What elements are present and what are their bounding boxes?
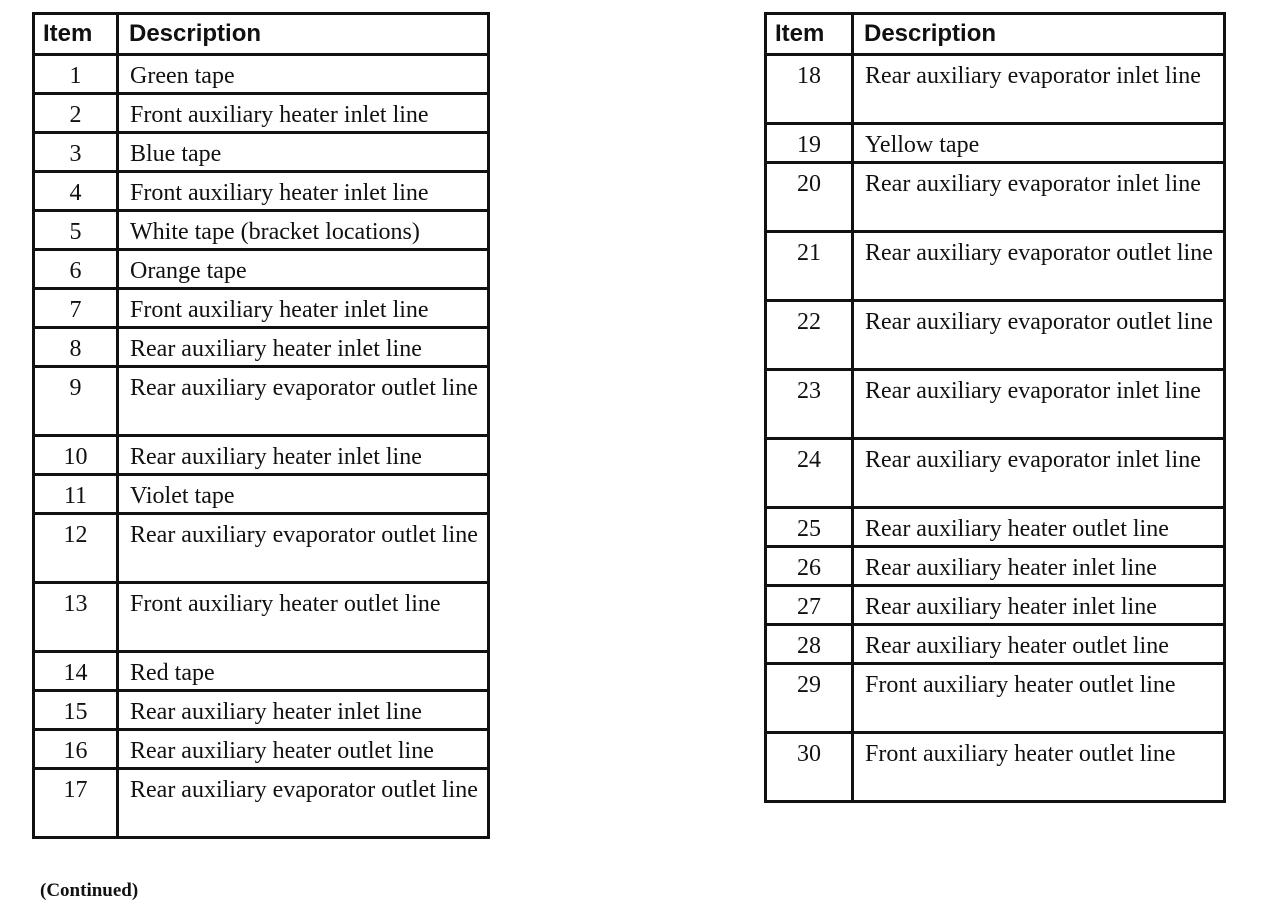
table-row (766, 301, 1225, 370)
item-number: 14 (34, 652, 118, 691)
item-description: Front auxiliary heater inlet line (118, 172, 489, 211)
item-description: Rear auxiliary heater inlet line (853, 586, 1225, 625)
table-row (766, 439, 1225, 508)
item-description: Red tape (118, 652, 489, 691)
table-row (34, 211, 489, 250)
item-description: Orange tape (118, 250, 489, 289)
item-number: 30 (766, 733, 853, 802)
table-row (34, 652, 489, 691)
item-description: Rear auxiliary heater inlet line (118, 691, 489, 730)
item-description: Front auxiliary heater outlet line (118, 583, 489, 652)
table-row (34, 250, 489, 289)
item-number: 18 (766, 55, 853, 124)
table-row (766, 733, 1225, 802)
item-description: Rear auxiliary evaporator outlet line (853, 232, 1225, 301)
item-number: 16 (34, 730, 118, 769)
table-row (766, 547, 1225, 586)
item-description: Rear auxiliary heater inlet line (853, 547, 1225, 586)
item-description: Rear auxiliary evaporator outlet line (853, 301, 1225, 370)
item-number: 29 (766, 664, 853, 733)
item-number: 11 (34, 475, 118, 514)
table-row (34, 328, 489, 367)
table-row (766, 232, 1225, 301)
continued-note: (Continued) (40, 880, 139, 901)
table-row (766, 586, 1225, 625)
item-description: Rear auxiliary evaporator inlet line (853, 55, 1225, 124)
item-number: 28 (766, 625, 853, 664)
item-number: 13 (34, 583, 118, 652)
item-description: Rear auxiliary heater outlet line (853, 508, 1225, 547)
item-number: 26 (766, 547, 853, 586)
item-number: 9 (34, 367, 118, 436)
table-header-row (34, 14, 489, 55)
item-description: Rear auxiliary heater outlet line (118, 730, 489, 769)
item-number: 19 (766, 124, 853, 163)
item-number: 5 (34, 211, 118, 250)
item-number: 7 (34, 289, 118, 328)
table-header-row (766, 14, 1225, 55)
table-row (766, 55, 1225, 124)
item-description: Rear auxiliary evaporator inlet line (853, 439, 1225, 508)
table-row (34, 691, 489, 730)
table-row (766, 625, 1225, 664)
item-description: Rear auxiliary heater outlet line (853, 625, 1225, 664)
item-number: 2 (34, 94, 118, 133)
item-number: 6 (34, 250, 118, 289)
item-description: Rear auxiliary evaporator outlet line (118, 514, 489, 583)
table-row (34, 289, 489, 328)
table-row (34, 172, 489, 211)
item-description: Rear auxiliary heater inlet line (118, 436, 489, 475)
table-row (766, 370, 1225, 439)
table-row (34, 475, 489, 514)
item-description: Yellow tape (853, 124, 1225, 163)
description-column-header: Description (118, 14, 489, 55)
description-column-header: Description (853, 14, 1225, 55)
item-number: 10 (34, 436, 118, 475)
table-row (766, 124, 1225, 163)
item-description: Front auxiliary heater outlet line (853, 664, 1225, 733)
item-number: 1 (34, 55, 118, 94)
item-column-header: Item (34, 14, 118, 55)
parts-table-left (32, 12, 490, 839)
item-number: 23 (766, 370, 853, 439)
item-number: 17 (34, 769, 118, 838)
table-row (34, 769, 489, 838)
table-row (766, 163, 1225, 232)
item-column-header: Item (766, 14, 853, 55)
item-description: Rear auxiliary evaporator outlet line (118, 367, 489, 436)
item-description: Front auxiliary heater inlet line (118, 289, 489, 328)
item-description: Rear auxiliary evaporator inlet line (853, 163, 1225, 232)
item-description: Rear auxiliary evaporator inlet line (853, 370, 1225, 439)
table-row (34, 367, 489, 436)
item-number: 21 (766, 232, 853, 301)
table-row (34, 583, 489, 652)
item-number: 15 (34, 691, 118, 730)
table-row (34, 94, 489, 133)
item-number: 27 (766, 586, 853, 625)
table-row (34, 436, 489, 475)
item-description: Front auxiliary heater outlet line (853, 733, 1225, 802)
item-number: 4 (34, 172, 118, 211)
item-description: Front auxiliary heater inlet line (118, 94, 489, 133)
item-number: 12 (34, 514, 118, 583)
table-row (766, 508, 1225, 547)
item-number: 20 (766, 163, 853, 232)
parts-table-right (764, 12, 1226, 803)
item-description: White tape (bracket locations) (118, 211, 489, 250)
item-description: Rear auxiliary heater inlet line (118, 328, 489, 367)
item-number: 8 (34, 328, 118, 367)
item-number: 24 (766, 439, 853, 508)
item-description: Green tape (118, 55, 489, 94)
item-number: 25 (766, 508, 853, 547)
table-row (766, 664, 1225, 733)
item-number: 3 (34, 133, 118, 172)
item-description: Rear auxiliary evaporator outlet line (118, 769, 489, 838)
table-row (34, 133, 489, 172)
table-row (34, 730, 489, 769)
table-row (34, 55, 489, 94)
table-row (34, 514, 489, 583)
item-description: Violet tape (118, 475, 489, 514)
item-number: 22 (766, 301, 853, 370)
item-description: Blue tape (118, 133, 489, 172)
